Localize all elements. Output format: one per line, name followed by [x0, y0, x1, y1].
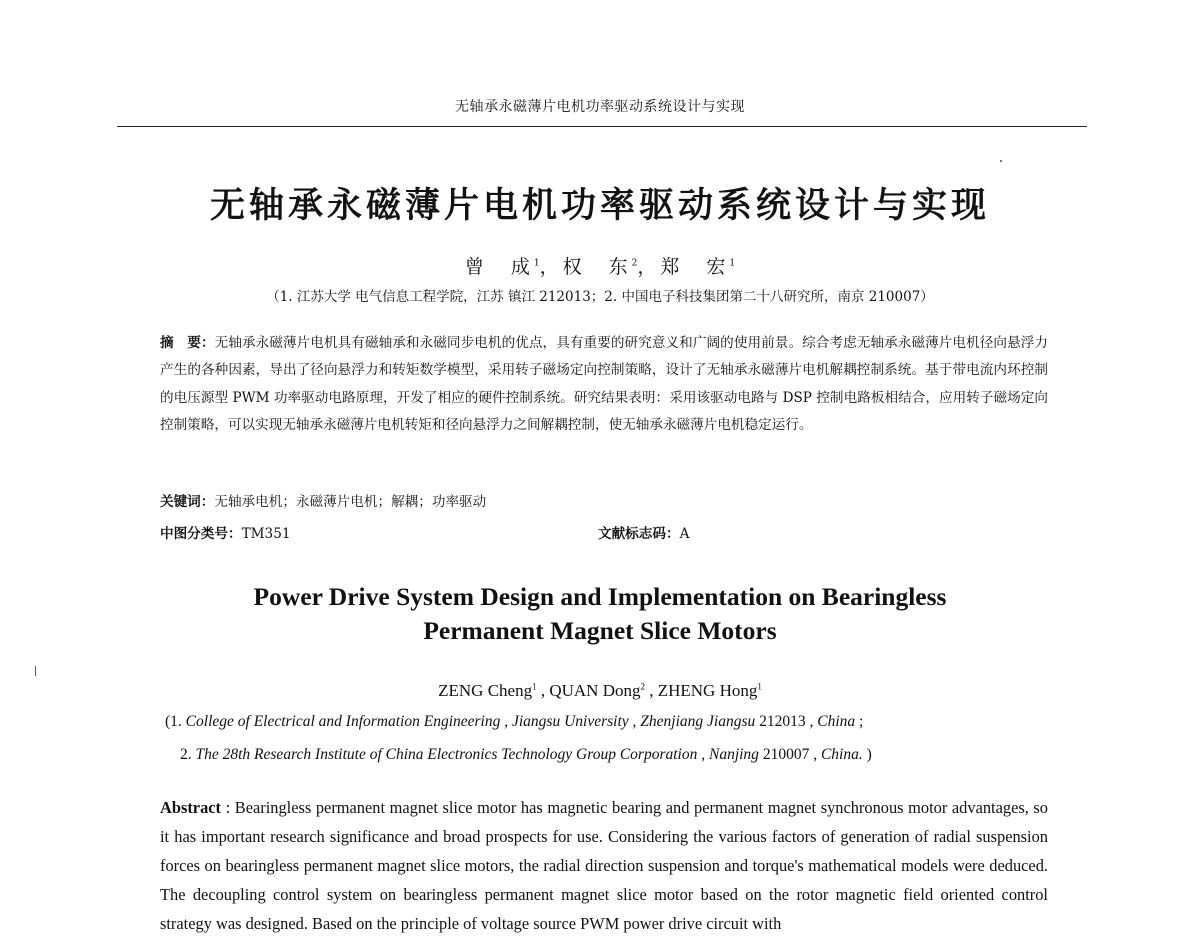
en-aff1-end: ;	[855, 713, 864, 730]
en-author-sup: 1	[532, 681, 537, 692]
zh-doc-label: 文献标志码：	[598, 526, 680, 542]
zh-abstract-text: 无轴承永磁薄片电机具有磁轴承和永磁同步电机的优点，具有重要的研究意义和广阔的使用前景。综合考虑无轴承永磁薄片电机径向悬浮力产生的各种因素，导出了径向悬浮力和转矩数学模型，采用转子磁场定向控制策略，设计了无轴承永磁薄片电机解耦控制系统。基于带电流内环控制的电压源型 PWM 功率驱动电路原理，开发了相应的硬件控制系统。研究结果表明：采用该驱动电路与 DSP 控制电路板相结合，应用转子磁场定向控制策略，可以实现无轴承永磁薄片电机转矩和径向悬浮力之间解耦控制，使无轴承永磁薄片电机稳定运行。	[160, 335, 1049, 434]
en-author-sup: 2	[640, 681, 645, 692]
zh-author-name: 曾 成	[464, 256, 534, 278]
en-abstract-sep: :	[221, 798, 235, 817]
zh-author-sup: 1	[533, 258, 540, 269]
en-author-sup: 1	[757, 681, 762, 692]
en-aff2-zip: 210007	[758, 746, 810, 763]
zh-document-code	[598, 522, 689, 542]
en-author-name: QUAN Dong	[549, 681, 641, 700]
zh-author-name: 郑 宏	[660, 256, 730, 278]
en-aff2-city: Nanjing	[708, 746, 759, 763]
en-title	[0, 580, 1200, 648]
en-aff1-university: Jiangsu University	[511, 713, 629, 730]
scan-mark	[35, 666, 36, 676]
zh-keywords	[160, 490, 486, 510]
en-title-line1: Power Drive System Design and Implementation on Bearingless	[253, 582, 947, 611]
en-abstract-label: Abstract	[160, 798, 221, 817]
en-aff-comma: ,	[805, 713, 818, 730]
en-abstract-text: Bearingless permanent magnet slice motor has magnetic bearing and permanent magnet synchronous motor advantages, so it has important research significance and broad prospects for use. Considering the various factors of generation of radial suspension forces on bearingless permanent magnet slice motors, the radial direction suspension and torque's mathematical models were deduced. The decoupling control system on bearingless permanent magnet slice motor based on the rotor magnetic field oriented control strategy was designed. Based on the principle of voltage source PWM power drive circuit with	[160, 798, 1049, 933]
scan-speck	[1000, 160, 1002, 162]
en-affiliation-1	[165, 713, 863, 731]
en-aff1-open: (1.	[165, 713, 186, 730]
en-aff2-end: )	[862, 746, 872, 763]
zh-authors	[0, 252, 1200, 279]
en-aff1-zip: 212013	[755, 713, 806, 730]
zh-keywords-label: 关键词：	[160, 494, 215, 510]
en-aff1-city: Zhenjiang Jiangsu	[640, 713, 756, 730]
en-aff2-country: China.	[820, 746, 863, 763]
en-aff2-num: 2.	[180, 746, 196, 763]
zh-affiliation: （1. 江苏大学 电气信息工程学院，江苏 镇江 212013；2. 中国电子科技集团第二十八研究所，南京 210007）	[266, 289, 934, 305]
zh-author-sep: ，	[637, 256, 661, 278]
zh-class-label: 中图分类号：	[160, 526, 242, 542]
zh-classification	[160, 522, 291, 542]
en-aff1-country: China	[817, 713, 856, 730]
en-affiliation-2	[180, 746, 872, 764]
zh-class-value: TM351	[241, 526, 291, 542]
zh-author-name: 权 东	[562, 256, 632, 278]
en-aff-comma: ,	[628, 713, 641, 730]
zh-title: 无轴承永磁薄片电机功率驱动系统设计与实现	[209, 186, 990, 226]
zh-author-sup: 2	[631, 258, 638, 269]
header-rule	[117, 126, 1087, 127]
en-authors	[0, 681, 1200, 701]
running-header: 无轴承永磁薄片电机功率驱动系统设计与实现	[455, 99, 745, 115]
en-aff-comma: ,	[500, 713, 512, 730]
zh-abstract-label: 摘 要：	[160, 335, 215, 351]
en-author-sep: ,	[536, 681, 550, 700]
zh-doc-value: A	[679, 526, 690, 542]
en-aff1-college: College of Electrical and Information Engineering	[185, 713, 501, 730]
en-author-sep: ,	[644, 681, 658, 700]
en-author-name: ZHENG Hong	[657, 681, 758, 700]
zh-abstract	[160, 330, 1048, 440]
en-aff-comma: ,	[697, 746, 709, 763]
en-abstract	[160, 793, 1048, 938]
en-aff-comma: ,	[809, 746, 821, 763]
zh-author-sup: 1	[729, 258, 736, 269]
en-title-line2: Permanent Magnet Slice Motors	[423, 616, 777, 645]
zh-keywords-text: 无轴承电机；永磁薄片电机；解耦；功率驱动	[214, 494, 487, 510]
en-aff2-institute: The 28th Research Institute of China Electronics Technology Group Corporation	[195, 746, 698, 763]
en-author-name: ZENG Cheng	[438, 681, 533, 700]
zh-author-sep: ，	[539, 256, 563, 278]
